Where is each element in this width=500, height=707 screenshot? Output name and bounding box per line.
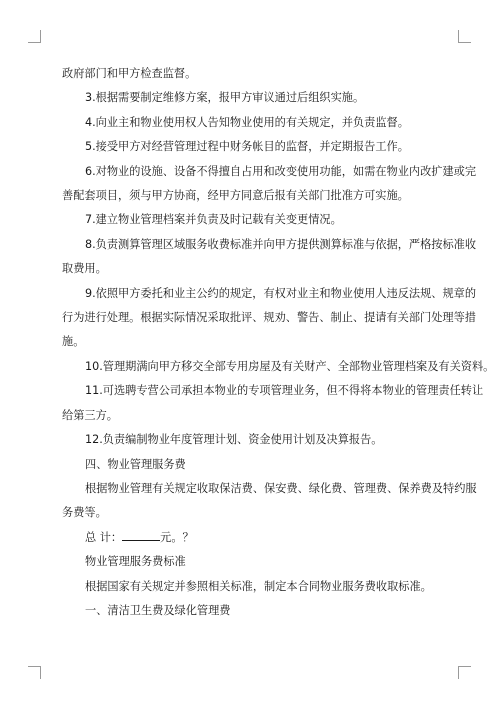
paragraph-item-6	[62, 160, 477, 209]
text-line: 8.负责测算管理区域服务收费标准并向甲方提供测算标准与依据，严格按标准收	[85, 237, 477, 251]
subheading-fee-standard	[62, 550, 444, 574]
total-suffix: 元。？	[160, 530, 194, 544]
text-line: 7.建立物业管理档案并负责及时记载有关变更情况。	[85, 213, 342, 227]
document-body	[62, 62, 495, 623]
text-line: 6.对物业的设施、设备不得擅自占用和改变使用功能，如需在物业内改扩建或完	[85, 164, 477, 178]
paragraph-item-3	[62, 86, 444, 110]
text-line: 务费等。	[62, 506, 107, 520]
text-line: 根据国家有关规定并参照相关标准，制定本合同物业服务费收取标准。	[85, 579, 432, 593]
crop-mark-bottom-left	[28, 666, 41, 679]
text-line: 施。	[62, 335, 85, 349]
text-line: 四、物业管理服务费	[85, 457, 186, 471]
paragraph-item-11	[62, 379, 484, 428]
paragraph-item-8	[62, 233, 477, 282]
total-line	[62, 526, 444, 550]
paragraph-item-4	[62, 111, 444, 135]
text-line: 善配套项目，须与甲方协商，经甲方同意后报有关部门批准方可实施。	[62, 189, 409, 203]
paragraph-fee-items	[62, 477, 477, 526]
crop-mark-top-left	[28, 30, 41, 43]
total-line-content	[62, 526, 444, 550]
total-label: 总 计：	[85, 530, 123, 544]
text-line: 行为进行处理。根据实际情况采取批评、规劝、警告、制止、提请有关部门处理等措	[62, 311, 476, 325]
section-heading-service-fee	[62, 453, 444, 477]
text-line: 12.负责编制物业年度管理计划、资金使用计划及决算报告。	[85, 433, 383, 447]
crop-mark-bottom-right	[458, 666, 471, 679]
text-line: 取费用。	[62, 262, 107, 276]
paragraph-item-5	[62, 135, 444, 159]
total-amount-blank	[122, 530, 160, 541]
paragraph-fee-standard	[62, 575, 444, 599]
text-line: 根据物业管理有关规定收取保洁费、保安费、绿化费、管理费、保养费及特约服	[85, 481, 477, 495]
text-line: 10.管理期满向甲方移交全部专用房屋及有关财产、全部物业管理档案及有关资料。	[85, 359, 495, 373]
text-line: 5.接受甲方对经营管理过程中财务帐目的监督，并定期报告工作。	[85, 140, 409, 154]
crop-mark-top-right	[458, 30, 471, 43]
text-line: 11.可选聘专营公司承担本物业的专项管理业务，但不得将本物业的管理责任转让	[85, 384, 484, 398]
paragraph-item-10	[62, 355, 495, 379]
text-line: 一、清洁卫生费及绿化管理费	[85, 603, 231, 617]
text-line: 物业管理服务费标准	[85, 555, 186, 569]
text-line: 9.依照甲方委托和业主公约的规定，有权对业主和物业使用人违反法规、规章的	[85, 286, 477, 300]
paragraph-item-12	[62, 428, 444, 452]
text-line: 3.根据需要制定维修方案，报甲方审议通过后组织实施。	[85, 91, 365, 105]
text-line: 政府部门和甲方检查监督。	[62, 67, 197, 80]
paragraph-item-7	[62, 208, 444, 232]
text-line: 4.向业主和物业使用权人告知物业使用的有关规定，并负责监督。	[85, 115, 409, 129]
paragraph-intro	[62, 62, 444, 86]
section-heading-cleaning-fee	[62, 599, 444, 623]
text-line: 给第三方。	[62, 408, 118, 422]
paragraph-item-9	[62, 282, 477, 355]
